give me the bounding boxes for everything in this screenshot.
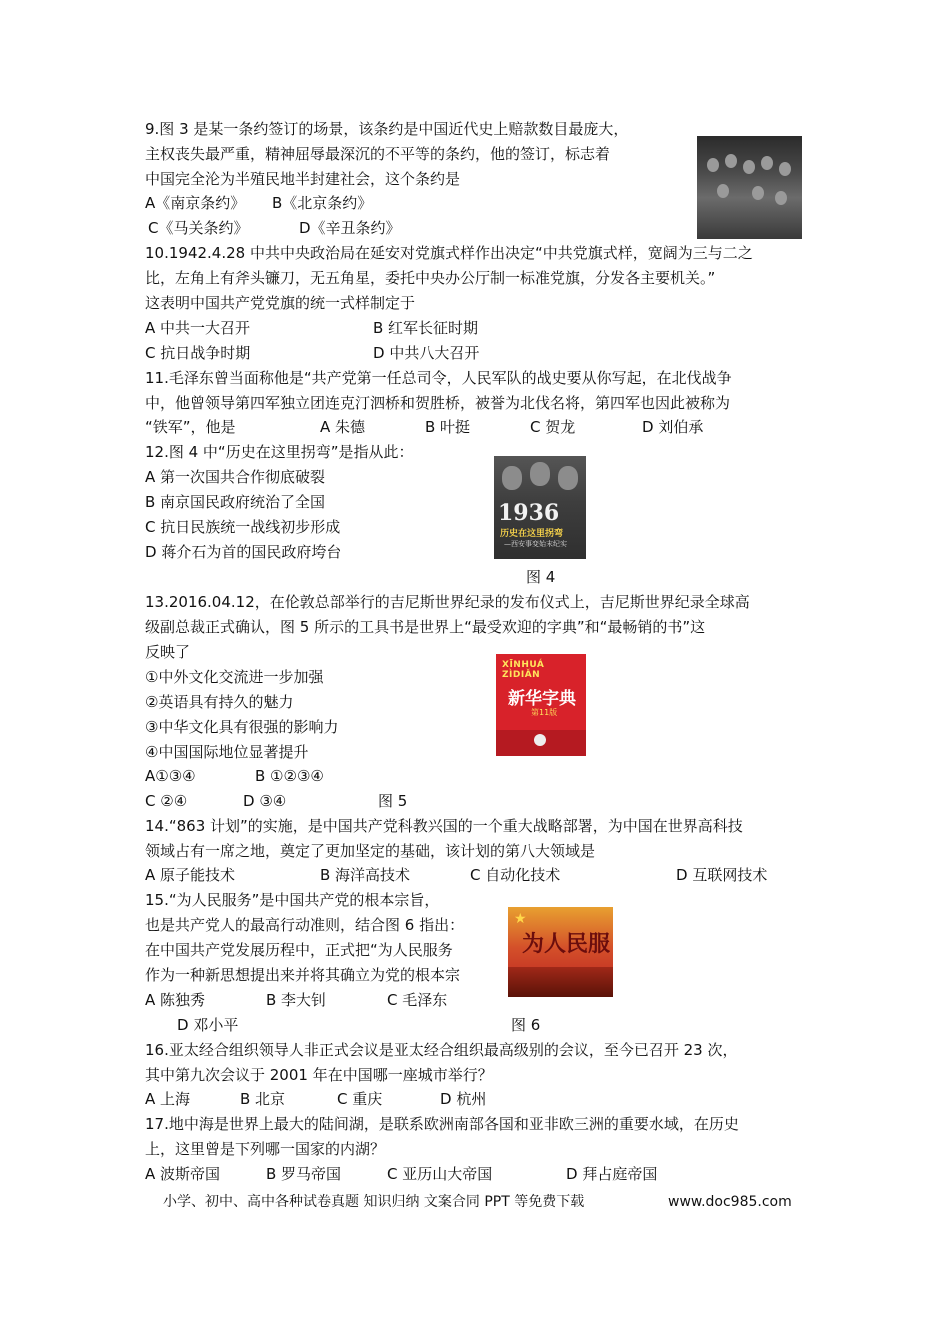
q12-stem: 12.图 4 中“历史在这里拐弯”是指从此：	[145, 443, 414, 461]
q14-stem-line2: 领域占有一席之地，奠定了更加坚定的基础，该计划的第八大领域是	[145, 842, 596, 860]
q14-option-b: B 海洋高技术	[320, 866, 411, 884]
footer-text: 小学、初中、高中各种试卷真题 知识归纳 文案合同 PPT 等免费下载	[163, 1194, 585, 1210]
q15-stem-line3: 在中国共产党发展历程中，正式把“为人民服务	[145, 941, 453, 959]
q9-stem-line1: 9.图 3 是某一条约签订的场景，该条约是中国近代史上赔款数目最庞大，	[145, 120, 629, 138]
figure-5-caption: 图 5	[378, 792, 408, 810]
figure-6-caption: 图 6	[511, 1016, 541, 1034]
q17-option-c: C 亚历山大帝国	[387, 1165, 493, 1183]
q13-item-3: ③中华文化具有很强的影响力	[145, 718, 339, 736]
figure-3-treaty-photo	[697, 136, 802, 239]
q15-option-b: B 李大钊	[266, 991, 327, 1009]
q15-stem-line2: 也是共产党人的最高行动准则，结合图 6 指出：	[145, 916, 465, 934]
q13-stem-line1: 13.2016.04.12，在伦敦总部举行的吉尼斯世界纪录的发布仪式上，吉尼斯世界纪录全球高	[145, 593, 750, 611]
q9-option-a: A《南京条约》	[145, 194, 246, 212]
q12-option-c: C 抗日民族统一战线初步形成	[145, 518, 341, 536]
q14-option-c: C 自动化技术	[470, 866, 561, 884]
fig5-title: 新华字典	[508, 689, 576, 709]
fig4-title: 历史在这里拐弯	[500, 529, 564, 539]
q15-option-d: D 邓小平	[177, 1016, 239, 1034]
q16-stem-line1: 16.亚太经合组织领导人非正式会议是亚太经合组织最高级别的会议，至今已召开 23 次，	[145, 1041, 738, 1059]
q17-option-d: D 拜占庭帝国	[566, 1165, 658, 1183]
fig6-calligraphy: 为人民服	[522, 931, 611, 957]
q10-stem-line3: 这表明中国共产党党旗的统一式样制定于	[145, 294, 416, 312]
q17-stem-line1: 17.地中海是世界上最大的陆间湖，是联系欧洲南部各国和亚非欧三洲的重要水域，在历史	[145, 1115, 739, 1133]
q14-stem-line1: 14.“863 计划”的实施，是中国共产党科教兴国的一个重大战略部署，为中国在世界高科技	[145, 817, 743, 835]
q11-stem-line1: 11.毛泽东曾当面称他是“共产党第一任总司令，人民军队的战史要从你写起，在北伐战争	[145, 369, 732, 387]
q12-option-b: B 南京国民政府统治了全国	[145, 493, 326, 511]
q9-option-b: B《北京条约》	[272, 194, 373, 212]
figure-4-caption: 图 4	[526, 568, 556, 586]
q17-option-b: B 罗马帝国	[266, 1165, 342, 1183]
q11-option-d: D 刘伯承	[642, 418, 704, 436]
q14-option-a: A 原子能技术	[145, 866, 236, 884]
q9-stem-line3: 中国完全沦为半殖民地半封建社会，这个条约是	[145, 170, 461, 188]
q10-stem-line2: 比，左角上有斧头镰刀，无五角星，委托中央办公厅制一标准党旗，分发各主要机关。”	[145, 269, 716, 287]
fig5-seal-icon	[534, 734, 546, 746]
q11-option-b: B 叶挺	[425, 418, 471, 436]
footer-url[interactable]: www.doc985.com	[668, 1194, 792, 1210]
q13-option-a: A①③④	[145, 767, 196, 785]
q13-stem-line3: 反映了	[145, 643, 191, 661]
q11-option-a: A 朱德	[320, 418, 366, 436]
q12-option-a: A 第一次国共合作彻底破裂	[145, 468, 326, 486]
q16-stem-line2: 其中第九次会议于 2001 年在中国哪一座城市举行？	[145, 1066, 493, 1084]
q17-stem-line2: 上，这里曾是下列哪一国家的内湖？	[145, 1140, 386, 1158]
q16-option-a: A 上海	[145, 1090, 191, 1108]
q12-option-d: D 蒋介石为首的国民政府垮台	[145, 543, 342, 561]
figure-6-serve-the-people-poster	[508, 907, 613, 997]
fig6-great-wall-band	[508, 967, 613, 997]
q10-option-d: D 中共八大召开	[373, 344, 480, 362]
q15-option-a: A 陈独秀	[145, 991, 206, 1009]
q16-option-d: D 杭州	[440, 1090, 487, 1108]
q16-option-c: C 重庆	[337, 1090, 383, 1108]
q13-option-c: C ②④	[145, 792, 188, 810]
q15-option-c: C 毛泽东	[387, 991, 448, 1009]
q11-stem-line3: “铁军”，他是	[145, 418, 236, 436]
q15-stem-line4: 作为一种新思想提出来并将其确立为党的根本宗	[145, 966, 461, 984]
q16-option-b: B 北京	[240, 1090, 286, 1108]
q10-option-b: B 红军长征时期	[373, 319, 479, 337]
fig4-year: 1936	[498, 500, 560, 526]
figure-5-dictionary-cover	[496, 654, 586, 756]
fig5-pinyin: XĪNHUÁ ZÌDIǍN	[502, 660, 545, 680]
q14-option-d: D 互联网技术	[676, 866, 768, 884]
q13-item-4: ④中国国际地位显著提升	[145, 743, 309, 761]
q9-stem-line2: 主权丧失最严重，精神屈辱最深沉的不平等的条约，他的签订，标志着	[145, 145, 611, 163]
q13-stem-line2: 级副总裁正式确认，图 5 所示的工具书是世界上“最受欢迎的字典”和“最畅销的书”这	[145, 618, 706, 636]
q9-option-d: D《辛丑条约》	[299, 219, 401, 237]
star-icon: ★	[514, 911, 527, 927]
fig5-edition: 第11版	[531, 708, 558, 717]
q11-stem-line2: 中，他曾领导第四军独立团连克汀泗桥和贺胜桥，被誉为北伐名将，第四军也因此被称为	[145, 394, 731, 412]
figure-4-book-cover	[494, 456, 586, 559]
q17-option-a: A 波斯帝国	[145, 1165, 221, 1183]
q13-option-d: D ③④	[243, 792, 287, 810]
q13-item-2: ②英语具有持久的魅力	[145, 693, 294, 711]
q9-option-c: C《马关条约》	[148, 219, 249, 237]
q10-stem-line1: 10.1942.4.28 中共中央政治局在延安对党旗式样作出决定“中共党旗式样，宽阔为三与二之	[145, 244, 753, 262]
q11-option-c: C 贺龙	[530, 418, 576, 436]
q13-option-b: B ①②③④	[255, 767, 324, 785]
q10-option-a: A 中共一大召开	[145, 319, 251, 337]
q15-stem-line1: 15.“为人民服务”是中国共产党的根本宗旨，	[145, 891, 440, 909]
q13-item-1: ①中外文化交流进一步加强	[145, 668, 324, 686]
fig4-subtitle: —西安事变始末纪实	[504, 540, 567, 548]
q10-option-c: C 抗日战争时期	[145, 344, 251, 362]
